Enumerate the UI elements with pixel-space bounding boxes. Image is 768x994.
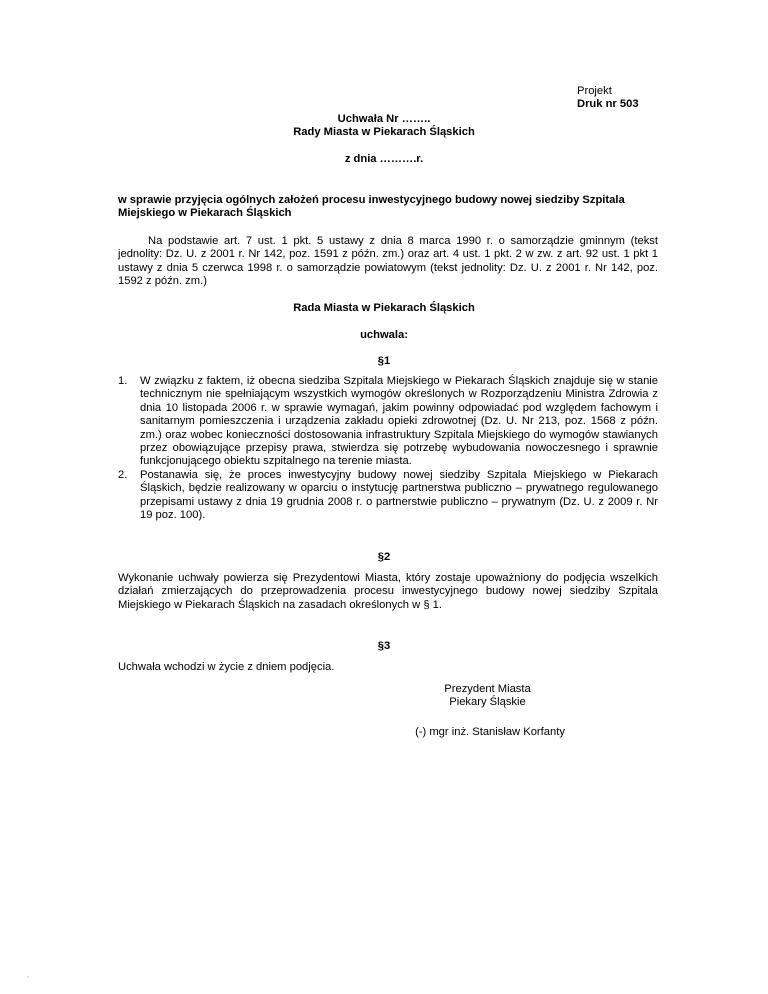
list-item-number: 1.	[118, 375, 128, 387]
section-1-list	[118, 375, 658, 522]
legal-basis-paragraph: Na podstawie art. 7 ust. 1 pkt. 5 ustawy z dnia 8 marca 1990 r. o samorządzie gminnym (tekst jednolity: Dz. U. z 2001 r. Nr 142, poz. 1591 z późn. zm.) oraz art. 4 ust. 1 pkt. 2 w zw. z art. 92 ust. 1 pkt 1 ustawy z dnia 5 czerwca 1998 r. o samorządzie powiatowym (tekst jednolity: Dz. U. z 2001 r. Nr 142, poz. 1592 z późn. zm.)	[118, 235, 658, 288]
list-item	[118, 375, 658, 469]
list-item	[118, 469, 658, 523]
resolves-label: uchwala:	[360, 329, 408, 341]
section-3-text: Uchwała wchodzi w życie z dniem podjęcia.	[118, 661, 335, 673]
list-item-text: W związku z faktem, iż obecna siedziba Szpitala Miejskiego w Piekarach Śląskich znajduje się w stanie technicznym nie spełniającym wszystkich wymogów określonych w Rozporządzeniu Ministra Zdrowia z dnia 10 listopada 2006 r. w sprawie wymagań, jakim powinny odpowiadać pod względem fachowym i sanitarnym pomieszczenia i urządzenia zakładu opieki zdrowotnej (Dz. U. Nr 213, poz. 1568 z późn. zm.) oraz wobec konieczności dostosowania infrastruktury Szpitala Miejskiego do wymogów stawianych przez obowiązujące przepisy prawa, stwierdza się potrzebę wybudowania nowoczesnego i sprawnie funkcjonującego obiektu szpitalnego na terenie miasta.	[140, 375, 658, 468]
section-1-heading: §1	[377, 355, 391, 367]
list-item-text: Postanawia się, że proces inwestycyjny budowy nowej siedziby Szpitala Miejskiego w Piekarach Śląskich, będzie realizowany w oparciu o instytucję partnerstwa publiczno – prywatnego regulowanego przepisami ustawy z dnia 19 grudnia 2008 r. o partnerstwie publiczno – prywatnym (Dz. U. z 2009 r. Nr 19 poz. 100).	[140, 468, 658, 522]
resolution-number: Uchwała Nr ……..	[337, 113, 431, 125]
section-3-heading: §3	[377, 640, 391, 652]
list-item-number: 2.	[118, 468, 128, 481]
document-header-right	[577, 85, 697, 112]
section-2-text: Wykonanie uchwały powierza się Prezydentowi Miasta, który zostaje upoważniony do podjęcia wszelkich działań zmierzających do przeprowadzenia procesu inwestycyjnego budowy nowej siedziby Szpitala Miejskiego w Piekarach Śląskich na zasadach określonych w § 1.	[118, 572, 658, 611]
resolution-title	[200, 113, 568, 140]
council-name: Rada Miasta w Piekarach Śląskich	[293, 302, 475, 314]
projekt-label: Projekt	[577, 85, 612, 97]
signatory-title: Prezydent Miasta	[444, 683, 531, 695]
resolution-subject: w sprawie przyjęcia ogólnych założeń procesu inwestycyjnego budowy nowej siedziby Szpitala Miejskiego w Piekarach Śląskich	[118, 194, 625, 220]
signature-block	[400, 683, 575, 710]
section-2-heading: §2	[377, 551, 391, 563]
druk-number: Druk nr 503	[577, 98, 639, 111]
council-title: Rady Miasta w Piekarach Śląskich	[293, 126, 475, 139]
signatory-city: Piekary Śląskie	[449, 696, 526, 709]
resolution-date: z dnia ……….r.	[344, 153, 424, 165]
signatory-name: (-) mgr inż. Stanisław Korfanty	[415, 726, 565, 738]
scan-mark	[27, 976, 29, 978]
